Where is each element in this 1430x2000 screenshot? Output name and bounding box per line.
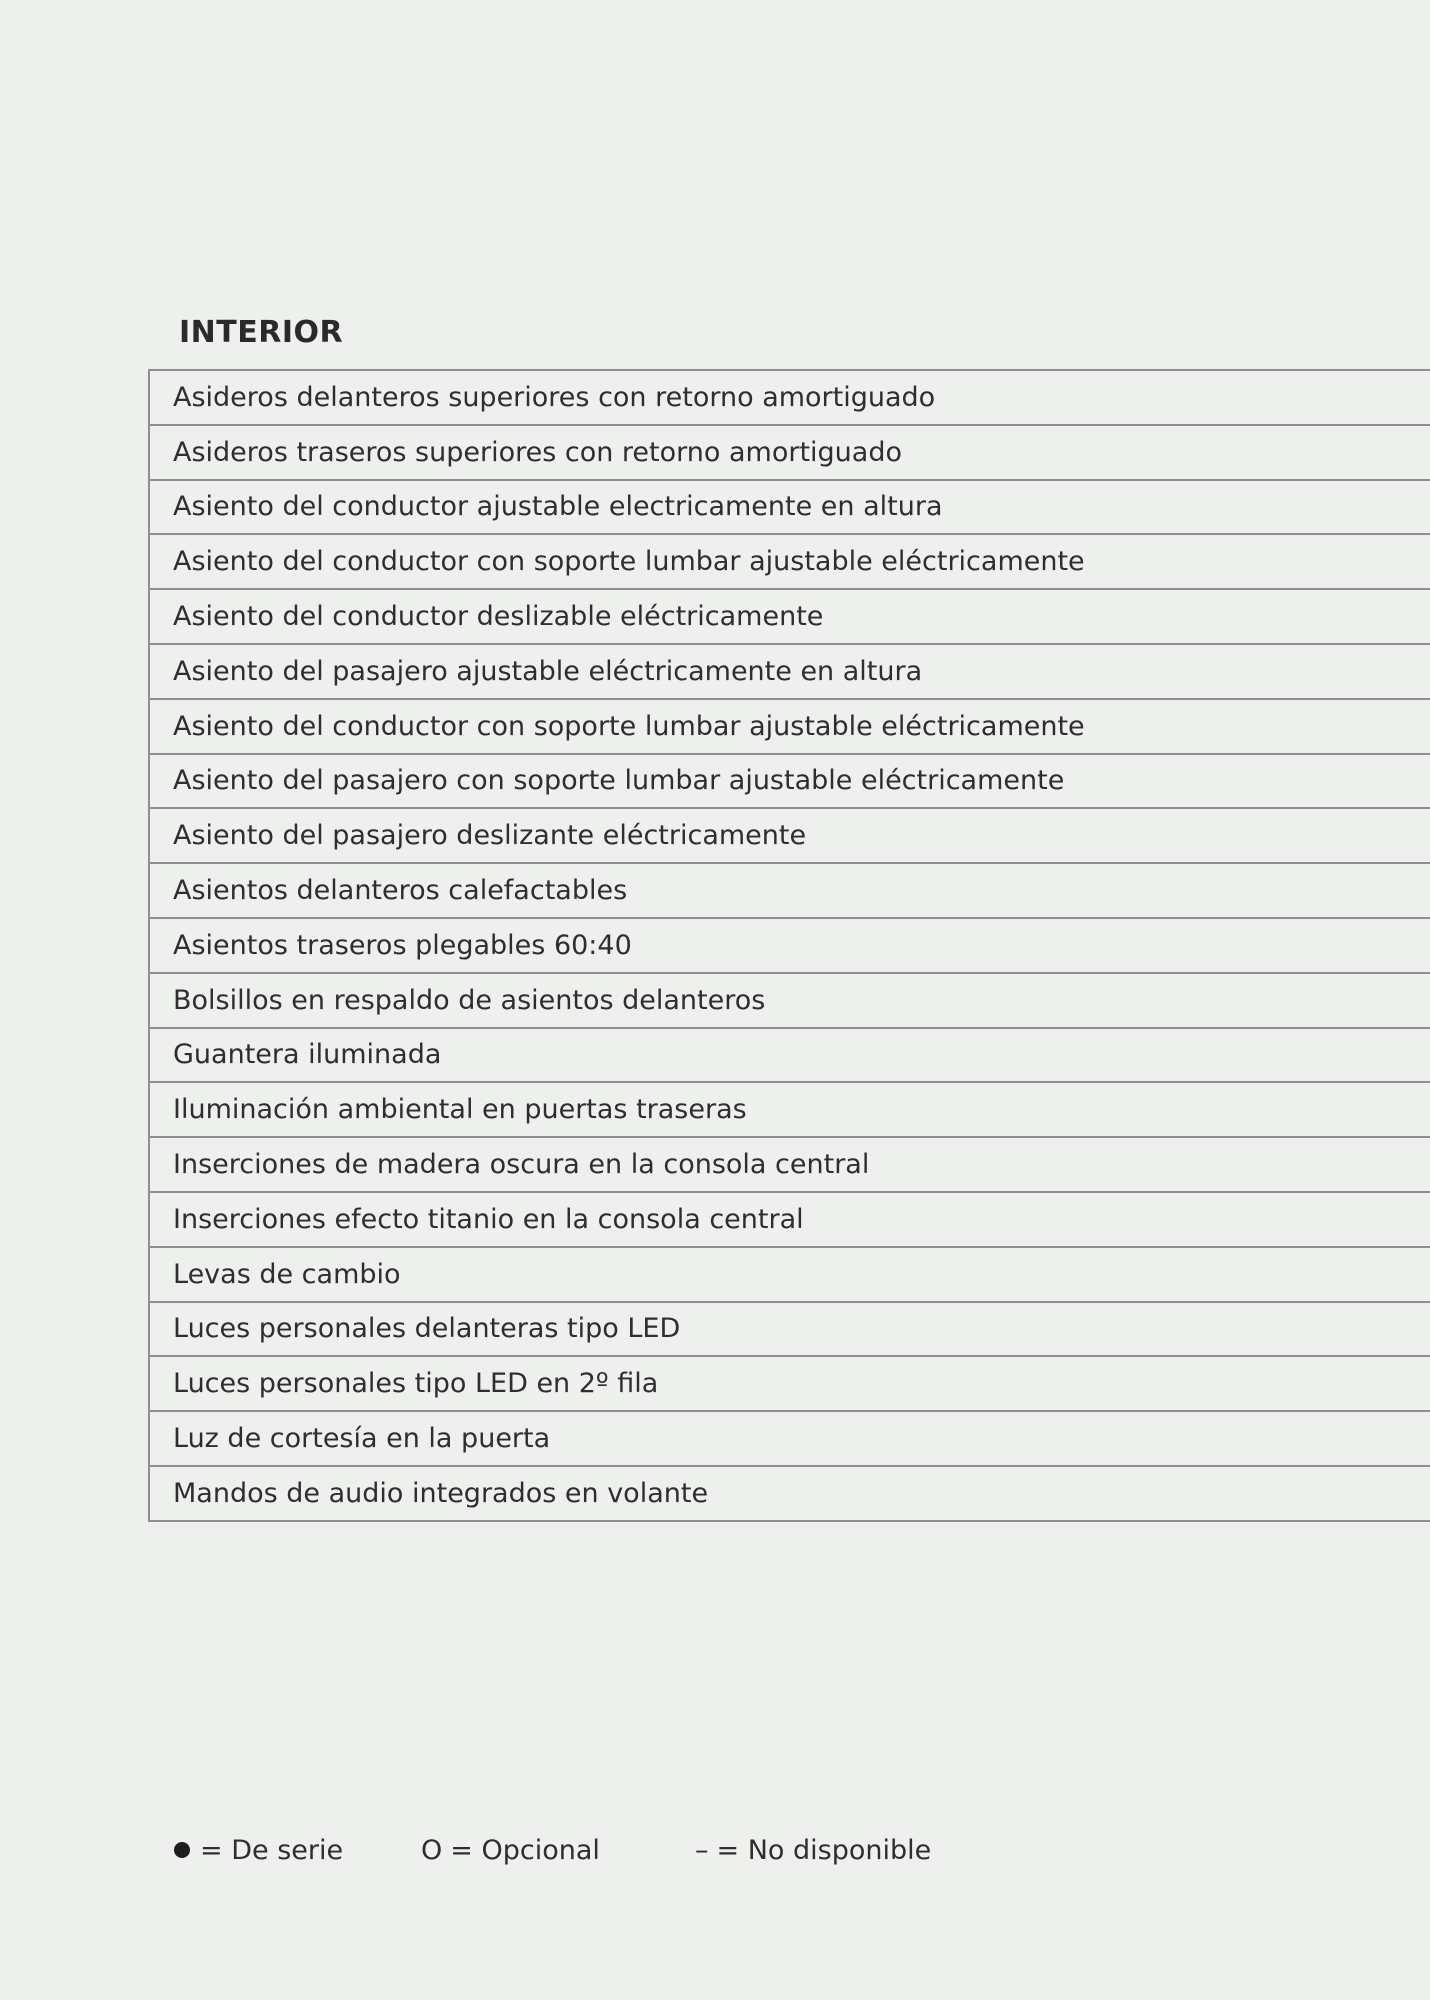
table-row: Asideros delanteros superiores con retorno amortiguado bbox=[150, 371, 1430, 426]
legend-standard bbox=[174, 1830, 343, 1870]
table-row: Asientos delanteros calefactables bbox=[150, 864, 1430, 919]
table-row: Asiento del conductor con soporte lumbar ajustable eléctricamente bbox=[150, 535, 1430, 590]
legend-standard-label: = De serie bbox=[200, 1834, 344, 1866]
table-row: Inserciones de madera oscura en la consola central bbox=[150, 1138, 1430, 1193]
legend-optional-label: = Opcional bbox=[450, 1834, 600, 1866]
legend-unavailable-label: = No disponible bbox=[716, 1834, 932, 1866]
interior-features-table bbox=[148, 369, 1430, 1522]
table-row: Asiento del pasajero ajustable eléctricamente en altura bbox=[150, 645, 1430, 700]
table-row: Asiento del pasajero con soporte lumbar ajustable eléctricamente bbox=[150, 755, 1430, 810]
filled-circle-icon bbox=[174, 1842, 190, 1858]
table-row: Luces personales delanteras tipo LED bbox=[150, 1303, 1430, 1358]
table-row: Asideros traseros superiores con retorno amortiguado bbox=[150, 426, 1430, 481]
table-row: Asiento del conductor deslizable eléctricamente bbox=[150, 590, 1430, 645]
legend-optional-symbol: O bbox=[421, 1834, 443, 1866]
legend bbox=[0, 1830, 1430, 1870]
table-row: Bolsillos en respaldo de asientos delanteros bbox=[150, 974, 1430, 1029]
table-row: Asiento del pasajero deslizante eléctricamente bbox=[150, 809, 1430, 864]
legend-optional bbox=[421, 1830, 600, 1870]
table-row: Mandos de audio integrados en volante bbox=[150, 1467, 1430, 1522]
table-row: Levas de cambio bbox=[150, 1248, 1430, 1303]
legend-unavailable-symbol: – bbox=[695, 1834, 709, 1866]
table-row: Luz de cortesía en la puerta bbox=[150, 1412, 1430, 1467]
table-row: Luces personales tipo LED en 2º fila bbox=[150, 1357, 1430, 1412]
table-row: Asientos traseros plegables 60:40 bbox=[150, 919, 1430, 974]
table-row: Guantera iluminada bbox=[150, 1029, 1430, 1084]
legend-unavailable bbox=[695, 1830, 931, 1870]
table-row: Iluminación ambiental en puertas traseras bbox=[150, 1083, 1430, 1138]
table-row: Asiento del conductor ajustable electricamente en altura bbox=[150, 481, 1430, 536]
section-title: INTERIOR bbox=[179, 315, 344, 350]
table-row: Asiento del conductor con soporte lumbar ajustable eléctricamente bbox=[150, 700, 1430, 755]
table-row: Inserciones efecto titanio en la consola central bbox=[150, 1193, 1430, 1248]
